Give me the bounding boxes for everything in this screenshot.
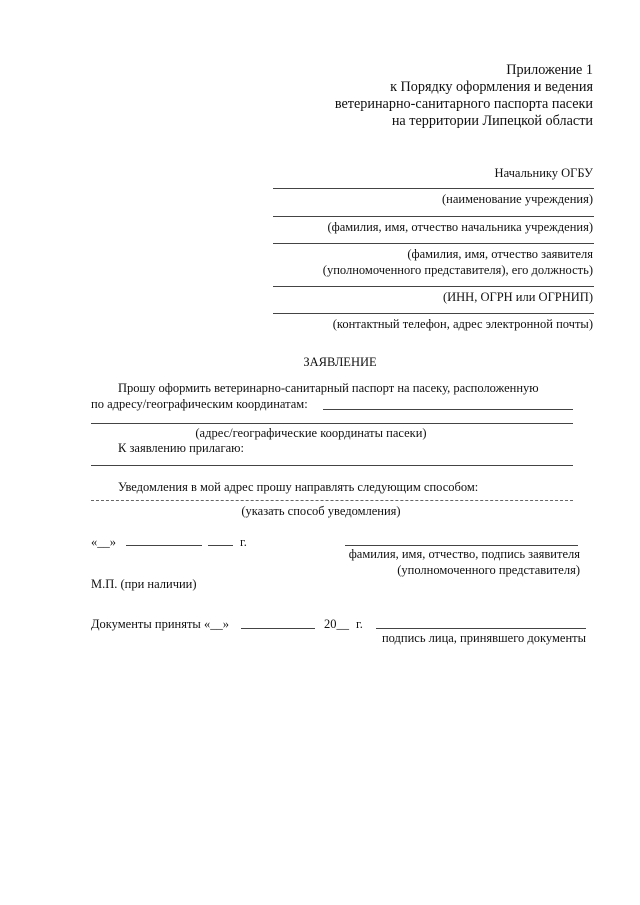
addressee-to: Начальнику ОГБУ [494,166,593,180]
signer-hint-1: фамилия, имя, отчество, подпись заявителя [348,547,580,561]
attach-line [91,465,573,466]
acceptance-century: 20__ [324,617,349,631]
applicant-line [273,243,594,244]
appendix-line-1: Приложение 1 [506,62,593,78]
contact-hint: (контактный телефон, адрес электронной почты) [332,317,593,331]
acceptance-signer-line [376,628,586,629]
date-year-line [208,545,233,546]
appendix-line-3: ветеринарно-санитарного паспорта пасеки [334,96,593,112]
coords-line-1 [323,409,573,410]
institution-hint: (наименование учреждения) [442,192,593,206]
signer-line [345,545,578,546]
head-name-hint: (фамилия, имя, отчество начальника учреждения) [327,220,593,234]
attach-label: К заявлению прилагаю: [118,441,244,455]
date-day: «__» [91,535,116,549]
coords-hint: (адрес/географические координаты пасеки) [195,426,427,440]
applicant-hint-2: (уполномоченного представителя), его должность) [322,263,593,277]
head-name-line [273,216,594,217]
stamp-label: М.П. (при наличии) [91,577,197,591]
acceptance-label: Документы приняты «__» [91,617,229,631]
acceptance-year-suffix: г. [356,617,363,631]
ids-hint: (ИНН, ОГРН или ОГРНИП) [442,290,593,304]
acceptance-month-line [241,628,315,629]
appendix-line-4: на территории Липецкой области [391,113,593,129]
date-year-suffix: г. [240,535,247,549]
appendix-line-2: к Порядку оформления и ведения [390,79,593,95]
ids-line [273,286,594,287]
notify-line [91,500,573,501]
signer-hint-2: (уполномоченного представителя) [397,563,580,577]
contact-line [273,313,594,314]
coords-line-2 [91,423,573,424]
request-line-2: по адресу/географическим координатам: [91,397,308,411]
acceptance-signer-hint: подпись лица, принявшего документы [381,631,586,645]
request-line-1: Прошу оформить ветеринарно-санитарный паспорт на пасеку, расположенную [118,381,539,395]
applicant-hint-1: (фамилия, имя, отчество заявителя [407,247,593,261]
notify-label: Уведомления в мой адрес прошу направлять следующим способом: [118,480,479,494]
notify-hint: (указать способ уведомления) [241,504,401,518]
institution-line [273,188,594,189]
date-month-line [126,545,202,546]
document-title: ЗАЯВЛЕНИЕ [303,355,377,369]
